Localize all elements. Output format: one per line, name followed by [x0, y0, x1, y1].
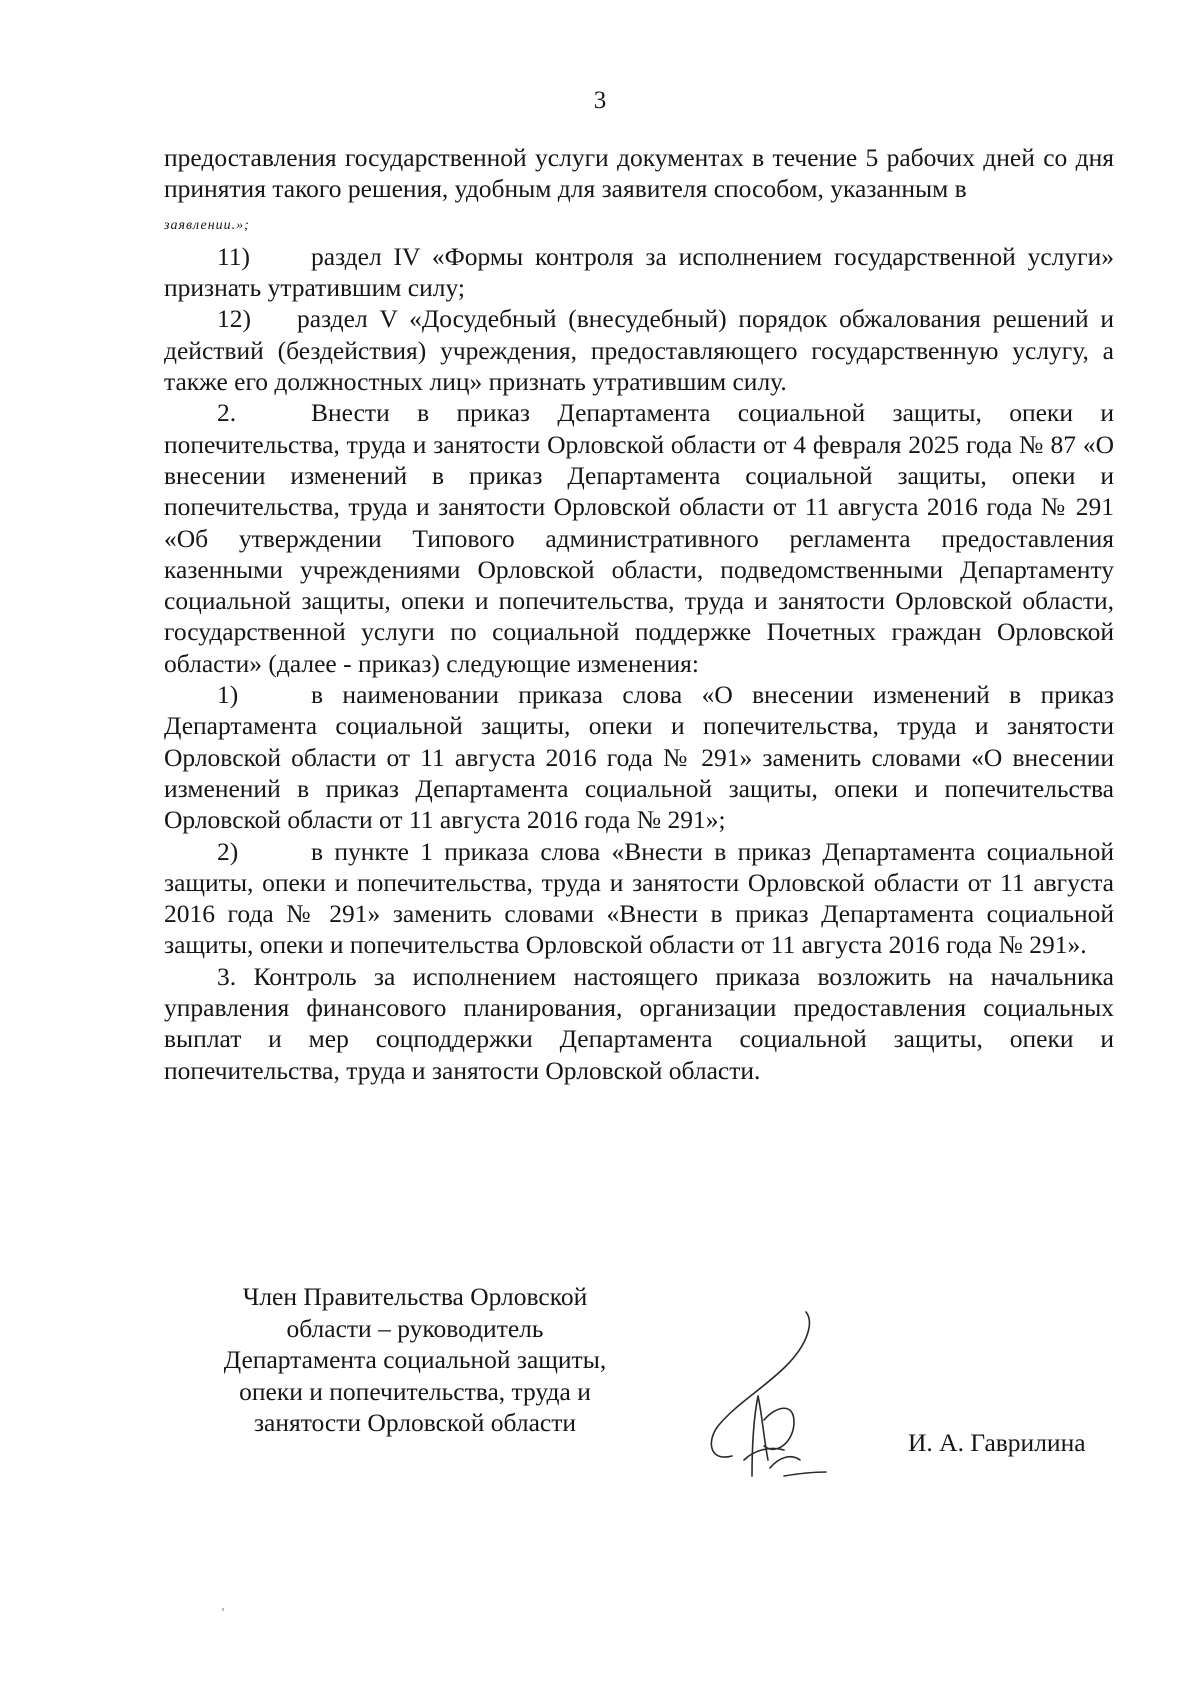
paragraph-continuation-text: предоставления государственной услуги документах в течение 5 рабочих дней со дня принятия такого решения, удобным для заявителя способом, указанным в [164, 143, 1114, 204]
item-text: 3. Контроль за исполнением настоящего приказа возложить на начальника управления финансового планирования, организации предоставления социальных выплат и мер соцподдержки Департамента социальной защиты, опеки и попечительства, труда и занятости Орловской области. [164, 961, 1114, 1085]
page-number: 3 [593, 87, 607, 114]
paragraph-subitem-1 [164, 679, 1114, 835]
signatory-line: области – руководитель [286, 1313, 544, 1343]
item-text: в наименовании приказа слова «О внесении изменений в приказ Департамента социальной защиты, опеки и попечительства, труда и занятости Орловской области от 11 августа 2016 года № 291» заменить словами «О внесении изменений в приказ Департамента социальной защиты, опеки и попечительства Орловской области от 11 августа 2016 года № 291»; [164, 680, 1114, 835]
signatory-line: опеки и попечительства, труда и [239, 1376, 591, 1406]
paragraph-subitem-2 [164, 836, 1114, 961]
paragraph-point-2 [164, 397, 1114, 679]
item-number: 1) [217, 680, 239, 710]
signatory-title [200, 1281, 630, 1439]
item-number: 2) [217, 836, 239, 866]
item-number: 12) [217, 304, 251, 334]
scan-speck [222, 1608, 224, 1611]
item-text: в пункте 1 приказа слова «Внести в приказ Департамента социальной защиты, опеки и попечительства, труда и занятости Орловской области от 11 августа 2016 года № 291» заменить словами «Внести в приказ Департамента социальной защиты, опеки и попечительства Орловской области от 11 августа 2016 года № 291». [164, 836, 1114, 960]
item-number: 2. [217, 398, 237, 428]
paragraph-item-12 [164, 303, 1114, 397]
item-text: Внести в приказ Департамента социальной защиты, опеки и попечительства, труда и занятости Орловской области от 4 февраля 2025 года № 87 «О внесении изменений в приказ Департамента социальной защиты, опеки и попечительства, труда и занятости Орловской области от 11 августа 2016 года № 291 «Об утверждении Типового административного регламента предоставления казенными учреждениями Орловской области, подведомственными Департаменту социальной защиты, опеки и попечительства, труда и занятости Орловской области, государственной услуги по социальной поддержке Почетных граждан Орловской области» (далее - приказ) следующие изменения: [164, 398, 1114, 678]
signatory-line: Департамента социальной защиты, [223, 1345, 607, 1374]
handwritten-signature [688, 1300, 828, 1480]
item-text: раздел V «Досудебный (внесудебный) порядок обжалования решений и действий (бездействия) учреждения, предоставляющего государственную услугу, а также его должностных лиц» признать утратившим силу. [164, 304, 1114, 397]
document-body [164, 142, 1114, 1086]
signatory-line: занятости Орловской области [253, 1408, 577, 1437]
signer-name: И. А. Гаврилина [908, 1428, 1086, 1457]
item-number: 11) [217, 241, 251, 271]
paragraph-point-3 [164, 961, 1114, 1086]
signatory-line: Член Правительства Орловской [242, 1282, 588, 1311]
paragraph-continuation-tail: заявлении.»; [164, 217, 250, 233]
paragraph-item-11 [164, 241, 1114, 304]
paragraph-continuation [164, 142, 1114, 241]
item-text: раздел IV «Формы контроля за исполнением государственной услуги» признать утратившим силу; [164, 241, 1114, 303]
